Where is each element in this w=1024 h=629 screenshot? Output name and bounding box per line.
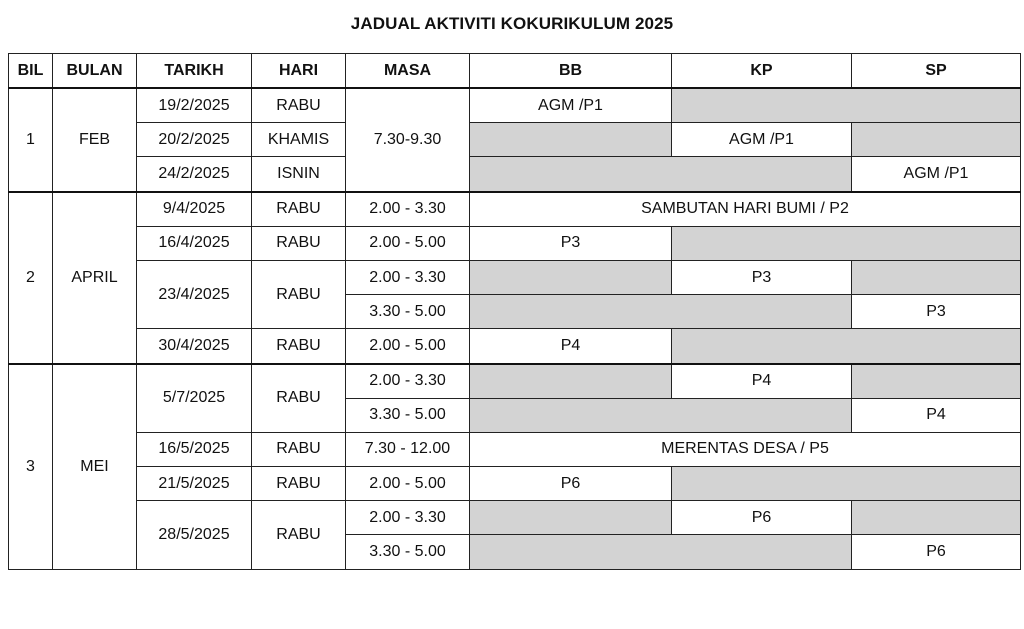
table-row [9,364,1021,399]
masa-cell: 2.00 - 3.30 [346,364,470,399]
tarikh-cell: 30/4/2025 [137,329,252,364]
masa-cell: 2.00 - 3.30 [346,260,470,294]
sp-cell: P4 [852,398,1021,432]
empty-cell [672,329,1021,364]
header-hari: HARI [252,54,346,89]
sp-cell: AGM /P1 [852,157,1021,192]
empty-cell [672,467,1021,501]
masa-cell: 2.00 - 3.30 [346,192,470,227]
tarikh-cell: 16/4/2025 [137,226,252,260]
bil-cell: 3 [9,364,53,570]
masa-cell: 3.30 - 5.00 [346,398,470,432]
tarikh-cell: 5/7/2025 [137,364,252,433]
masa-cell: 2.00 - 3.30 [346,501,470,535]
schedule-table [8,53,1021,570]
kp-cell: P3 [672,260,852,294]
bb-cell: P6 [470,467,672,501]
hari-cell: RABU [252,501,346,569]
activity-all-cell: MERENTAS DESA / P5 [470,432,1021,466]
table-row [9,260,1021,294]
header-sp: SP [852,54,1021,89]
masa-cell: 2.00 - 5.00 [346,467,470,501]
hari-cell: RABU [252,467,346,501]
table-row [9,501,1021,535]
empty-cell [470,364,672,399]
empty-cell [470,260,672,294]
table-row [9,329,1021,364]
masa-cell: 7.30-9.30 [346,88,470,192]
header-tarikh: TARIKH [137,54,252,89]
header-bb: BB [470,54,672,89]
empty-cell [470,295,852,329]
empty-cell [852,364,1021,399]
table-row [9,226,1021,260]
empty-cell [470,123,672,157]
table-row [9,88,1021,123]
tarikh-cell: 21/5/2025 [137,467,252,501]
sp-cell: P6 [852,535,1021,569]
table-row [9,157,1021,192]
bulan-cell: MEI [53,364,137,570]
hari-cell: RABU [252,192,346,227]
hari-cell: RABU [252,226,346,260]
hari-cell: RABU [252,88,346,123]
masa-cell: 3.30 - 5.00 [346,295,470,329]
table-row [9,192,1021,227]
tarikh-cell: 16/5/2025 [137,432,252,466]
empty-cell [852,501,1021,535]
header-bil: BIL [9,54,53,89]
tarikh-cell: 24/2/2025 [137,157,252,192]
empty-cell [470,398,852,432]
bb-cell: AGM /P1 [470,88,672,123]
empty-cell [852,123,1021,157]
empty-cell [470,501,672,535]
bulan-cell: FEB [53,88,137,192]
activity-all-cell: SAMBUTAN HARI BUMI / P2 [470,192,1021,227]
tarikh-cell: 9/4/2025 [137,192,252,227]
empty-cell [852,260,1021,294]
masa-cell: 3.30 - 5.00 [346,535,470,569]
empty-cell [470,535,852,569]
bil-cell: 2 [9,192,53,364]
kp-cell: P6 [672,501,852,535]
header-masa: MASA [346,54,470,89]
empty-cell [470,157,852,192]
bb-cell: P4 [470,329,672,364]
hari-cell: RABU [252,329,346,364]
masa-cell: 2.00 - 5.00 [346,226,470,260]
sp-cell: P3 [852,295,1021,329]
tarikh-cell: 20/2/2025 [137,123,252,157]
kp-cell: P4 [672,364,852,399]
header-row [9,54,1021,89]
hari-cell: ISNIN [252,157,346,192]
bulan-cell: APRIL [53,192,137,364]
kp-cell: AGM /P1 [672,123,852,157]
table-row [9,432,1021,466]
table-row [9,123,1021,157]
header-kp: KP [672,54,852,89]
hari-cell: RABU [252,432,346,466]
masa-cell: 7.30 - 12.00 [346,432,470,466]
masa-cell: 2.00 - 5.00 [346,329,470,364]
page-title: JADUAL AKTIVITI KOKURIKULUM 2025 [350,14,674,33]
hari-cell: RABU [252,364,346,433]
header-bulan: BULAN [53,54,137,89]
tarikh-cell: 19/2/2025 [137,88,252,123]
hari-cell: RABU [252,260,346,328]
empty-cell [672,88,1021,123]
hari-cell: KHAMIS [252,123,346,157]
bb-cell: P3 [470,226,672,260]
table-row [9,467,1021,501]
bil-cell: 1 [9,88,53,192]
tarikh-cell: 23/4/2025 [137,260,252,328]
tarikh-cell: 28/5/2025 [137,501,252,569]
empty-cell [672,226,1021,260]
